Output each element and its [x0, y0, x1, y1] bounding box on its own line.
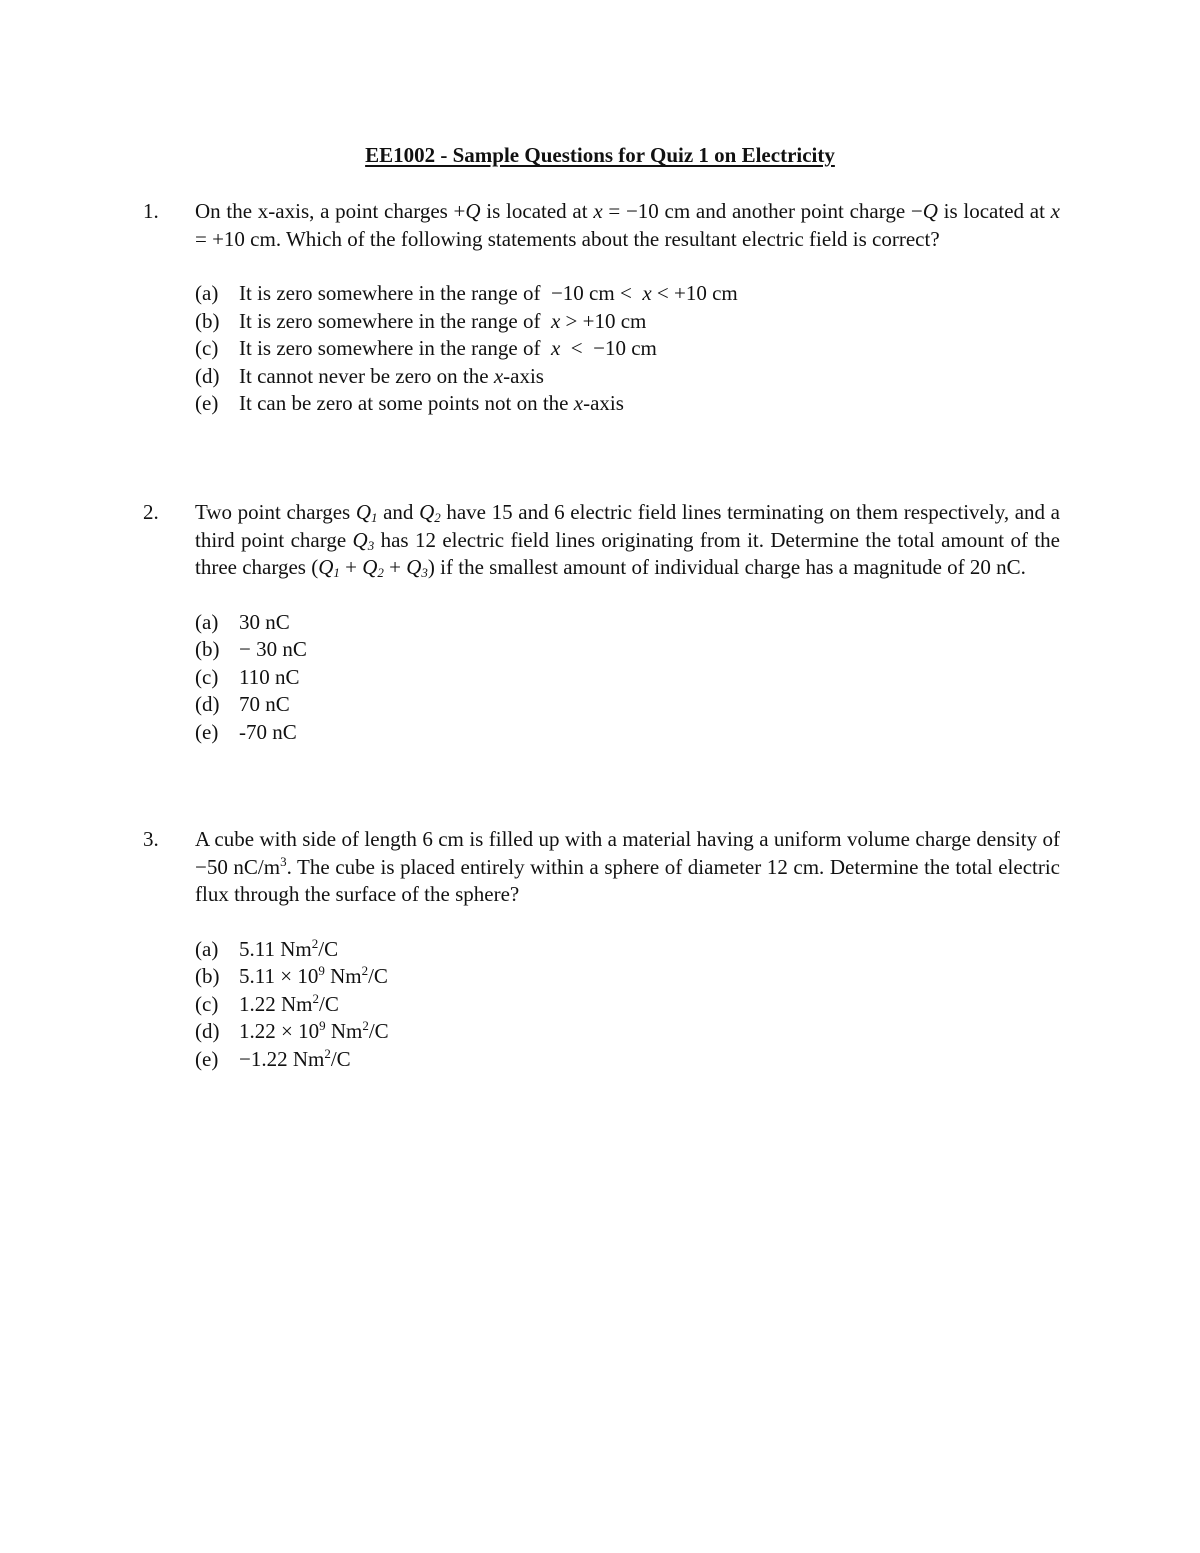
- option-label: (d): [195, 363, 220, 388]
- option-text: 110 nC: [239, 664, 300, 689]
- options-list: [195, 936, 1060, 1074]
- option-text: -70 nC: [239, 719, 297, 744]
- question-2: [143, 499, 1060, 746]
- option-label: (e): [195, 1046, 219, 1071]
- option-d: [195, 1018, 1060, 1046]
- option-text: $5.11 \times 10^9$ Nm$^2$/C: [239, 963, 388, 988]
- option-c: [195, 664, 1060, 692]
- option-text: 70 nC: [239, 692, 290, 716]
- option-label: (b): [195, 964, 220, 988]
- option-text: −1.22 Nm$^2$/C: [239, 1045, 351, 1071]
- option-b: [195, 963, 1060, 991]
- option-label: (a): [195, 609, 219, 634]
- option-text: 30 nC: [239, 609, 290, 634]
- options-list: [195, 609, 1060, 747]
- question-number: 3.: [143, 827, 159, 851]
- option-label: (e): [195, 391, 219, 415]
- option-label: (c): [195, 336, 219, 360]
- option-c: [195, 991, 1060, 1019]
- option-a: [195, 609, 1060, 637]
- option-a: [195, 936, 1060, 964]
- option-label: (c): [195, 664, 219, 689]
- option-e: [195, 719, 1060, 747]
- option-c: [195, 335, 1060, 363]
- question-stem: On the x-axis, a point charges +Q is located at x = −10 cm and another point charge −Q is located at x = +10 cm. Which of the following statements about the resultant electric field is correct?: [195, 199, 1060, 251]
- option-text: − 30 nC: [239, 637, 307, 661]
- option-label: (a): [195, 936, 219, 961]
- option-label: (c): [195, 991, 219, 1016]
- option-label: (d): [195, 1019, 220, 1043]
- option-e: [195, 1046, 1060, 1074]
- question-number: 2.: [143, 500, 159, 524]
- question-3: [143, 826, 1060, 1073]
- option-text: $1.22 \times 10^9$ Nm$^2$/C: [239, 1018, 389, 1043]
- option-label: (e): [195, 719, 219, 744]
- option-d: [195, 363, 1060, 391]
- option-label: (b): [195, 637, 220, 661]
- option-text: It is zero somewhere in the range of −10 cm < x < +10 cm: [239, 281, 738, 305]
- option-label: (d): [195, 692, 220, 716]
- option-e: [195, 390, 1060, 418]
- page-title: EE1002 - Sample Questions for Quiz 1 on Electricity: [365, 143, 835, 167]
- option-text: 5.11 Nm$^2$/C: [239, 935, 339, 961]
- option-text: 1.22 Nm$^2$/C: [239, 990, 339, 1016]
- option-label: (b): [195, 308, 220, 333]
- option-label: (a): [195, 281, 219, 305]
- options-list: [195, 280, 1060, 418]
- option-b: [195, 308, 1060, 336]
- question-1: [143, 198, 1060, 418]
- option-a: [195, 280, 1060, 308]
- question-stem: A cube with side of length 6 cm is filled up with a material having a uniform volume charge density of −50 $nC/m^3$. The cube is placed entirely within a sphere of diameter 12 cm. Determine the total electric flux through the surface of the sphere?: [195, 827, 1060, 906]
- option-text: It can be zero at some points not on the x-axis: [239, 391, 624, 415]
- question-number: 1.: [143, 199, 159, 223]
- question-stem: Two point charges $Q_1$ and $Q_2$ have 15 and 6 electric field lines terminating on them respectively, and a third point charge $Q_3$ has 12 electric field lines originating from it. Determine the total amount of the three charges $(Q_1 + Q_2 + Q_3)$ if the smallest amount of individual charge has a magnitude of 20 nC.: [195, 500, 1060, 580]
- option-text: It is zero somewhere in the range of x > +10 cm: [239, 308, 647, 333]
- option-text: It is zero somewhere in the range of x < −10 cm: [239, 336, 657, 360]
- option-d: [195, 691, 1060, 719]
- option-text: It cannot never be zero on the x-axis: [239, 363, 544, 388]
- option-b: [195, 636, 1060, 664]
